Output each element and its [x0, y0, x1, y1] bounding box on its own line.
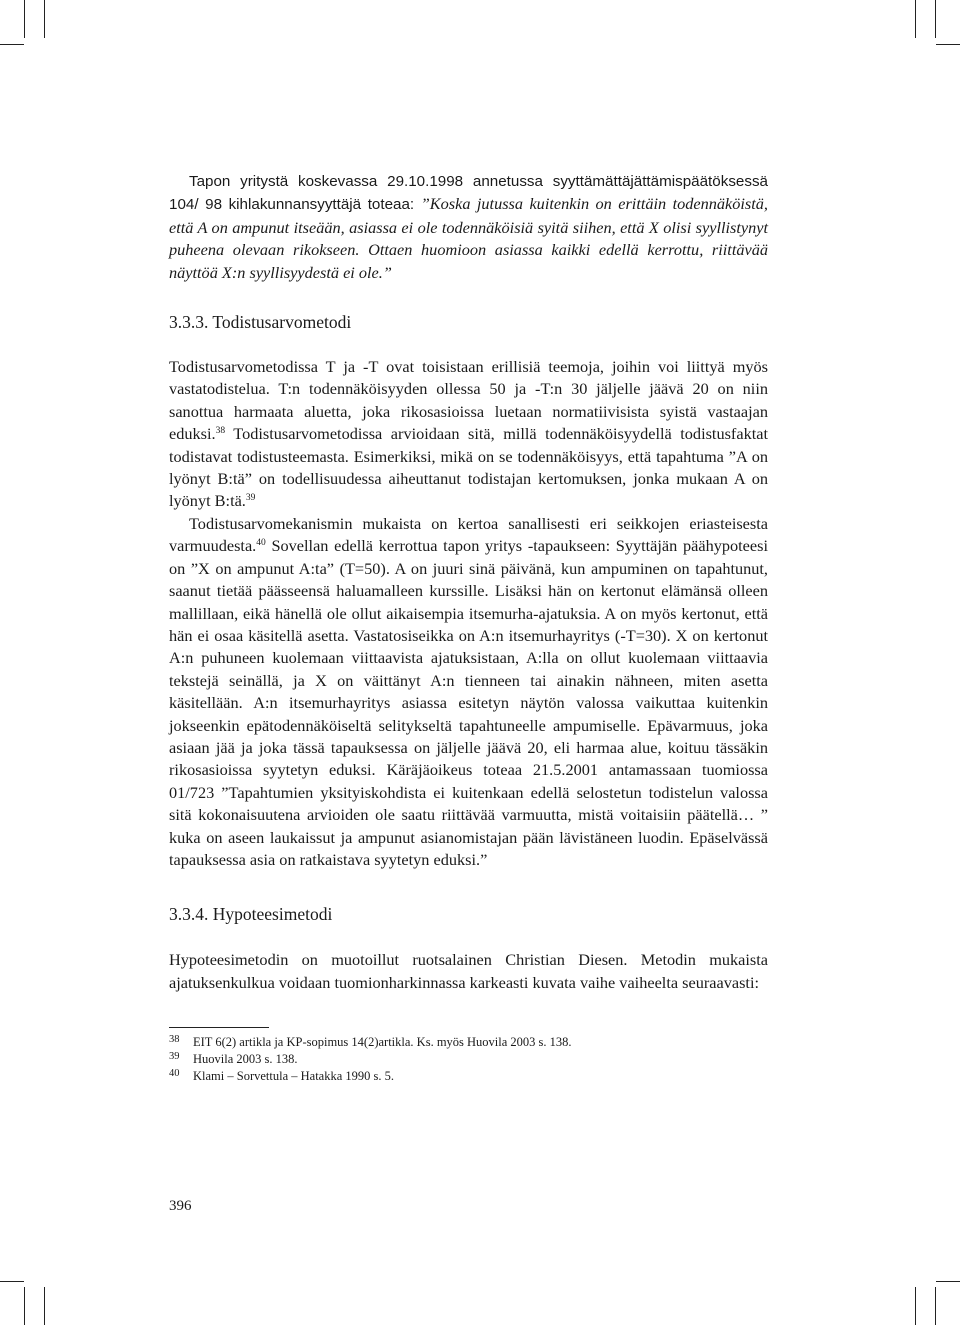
footnote-number: 39 [169, 1050, 180, 1062]
crop-mark [936, 1281, 960, 1282]
section-333-paragraph-1 [169, 356, 768, 513]
page-number: 396 [169, 1198, 192, 1214]
footnote-divider [169, 1027, 269, 1028]
footnote-text: Huovila 2003 s. 138. [193, 1051, 298, 1066]
crop-mark [24, 1287, 25, 1325]
crop-mark [915, 0, 916, 38]
crop-mark [935, 0, 936, 38]
footnote-text: EIT 6(2) artikla ja KP-sopimus 14(2)artikla. Ks. myös Huovila 2003 s. 138. [193, 1035, 572, 1050]
crop-mark [936, 44, 960, 45]
section-334-paragraph-1: Hypoteesimetodin on muotoillut ruotsalainen Christian Diesen. Metodin mukaista ajatuksenkulkua voidaan tuomionharkinnassa karkeasti kuvata vaihe vaiheelta seuraavasti: [169, 950, 768, 992]
section-heading-334: 3.3.4. Hypoteesimetodi [169, 904, 333, 925]
quote-lead: Tapon yritystä koskevassa 29.10.1998 annetussa syyttämättäjättämispäätöksessä 104/ 98 kihlakunnansyyttäjä toteaa: [169, 173, 768, 214]
crop-mark [24, 0, 25, 38]
section-heading-333: 3.3.3. Todistusarvometodi [169, 312, 352, 333]
footnote-text: Klami – Sorvettula – Hatakka 1990 s. 5. [193, 1068, 395, 1083]
section-333-paragraph-2 [169, 513, 768, 872]
quote-paragraph [169, 170, 768, 284]
paragraph-text: Todistusarvometodissa arvioidaan sitä, millä todennäköisyydellä todistusfaktat todistavat todistusteemasta. Esimerkiksi, mikä on se todennäköisyys, että tapahtuma ”A on lyönyt B:tä” on todellisuudessa aiheuttanut todistajan kertomuksen, jonka mukaan A on lyönyt B:tä. [169, 424, 768, 511]
footnote-number: 38 [169, 1034, 180, 1046]
crop-mark [915, 1287, 916, 1325]
crop-mark [44, 0, 45, 38]
crop-mark [44, 1287, 45, 1325]
paragraph-text: Todistusarvometodissa T ja -T ovat toisistaan erillisiä teemoja, joihin voi liittyä myös vastatodistelua. T:n todennäköisyyden ollessa 50 ja -T:n 30 jäljelle jäävä 20 on niin sanottua harmaata aluetta, joka rikosasioissa luetaan normatiivisista syistä vastaajan eduksi. [169, 357, 768, 444]
footnote-ref-38[interactable]: 38 [215, 426, 226, 437]
crop-mark [0, 1281, 24, 1282]
quoted-decision: ”Koska jutussa kuitenkin on erittäin todennäköistä, että A on ampunut itseään, asiassa ei ole todennäköisiä syitä siihen, että X olisi syyllistynyt puheena olevaan rikokseen. Ottaen huomioon asiassa kaikki edellä kerrottu, riittävää näyttöä X:n syyllisyydestä ei ole.” [169, 194, 769, 282]
footnote-ref-40[interactable]: 40 [256, 538, 266, 549]
crop-mark [0, 44, 24, 45]
page-content [169, 170, 768, 1085]
footnote-ref-39[interactable]: 39 [245, 493, 256, 504]
footnote [169, 1051, 768, 1068]
footnote [169, 1034, 768, 1051]
footnote [169, 1068, 768, 1085]
paragraph-text: Todistusarvomekanismin mukaista on kertoa sanallisesti eri seikkojen eriasteisesta varmuudesta. [169, 513, 768, 556]
crop-mark [935, 1287, 936, 1325]
footnote-number: 40 [169, 1067, 180, 1079]
paragraph-text: Sovellan edellä kerrottua tapon yritys -tapaukseen: Syyttäjän päähypoteesi on ”X on ampunut A:ta” (T=50). A on juuri sinä päivänä, kun ampuminen on tapahtunut, saanut tietää päässeensä haluamalleen kurssille. Lisäksi hän on kertonut elämänsä olleen mallillaan, eikä hänellä ole ollut aikaisempia itsemurha-ajatuksia. A on myös kertonut, että hän ei osaa käsitellä asetta. Vastatosiseikka on A:n itsemurhayritys (-T=30). X on kertonut A:n puhuneen kuolemaan viittaavista ajatuksistaan, A:lla on ollut kuolemaan viittaavia tekstejä seinällä, ja X on väittänyt A:n tienneen tai ainakin nähneen, miten asetta käsitellään. A:n itsemurhayritys asiassa esitetyn näytön valossa vaikuttaa kuitenkin jokseenkin epätodennäköiseltä selitykseltä tapahtuneelle ampumiselle. Epävarmuus, joka asiaan jää ja joka tässä tapauksessa on jäljelle jäävä 20, eli harmaa alue, koituu tässäkin rikosasioissa syytetyn eduksi. Käräjäoikeus toteaa 21.5.2001 antamassaan tuomiossa 01/723 ”Tapahtumien yksityiskohdista ei kuitenkaan edellä selostetun todistelun valossa sitä kokonaisuutena arvioiden ole saatu riittävää varmuutta, mistä voitaisiin päätellä… ” kuka on aseen laukaissut ja ampunut asianomistajan pään lävistäneen luodin. Epäselvässä tapauksessa asia on ratkaistava syytetyn eduksi.” [169, 536, 768, 869]
